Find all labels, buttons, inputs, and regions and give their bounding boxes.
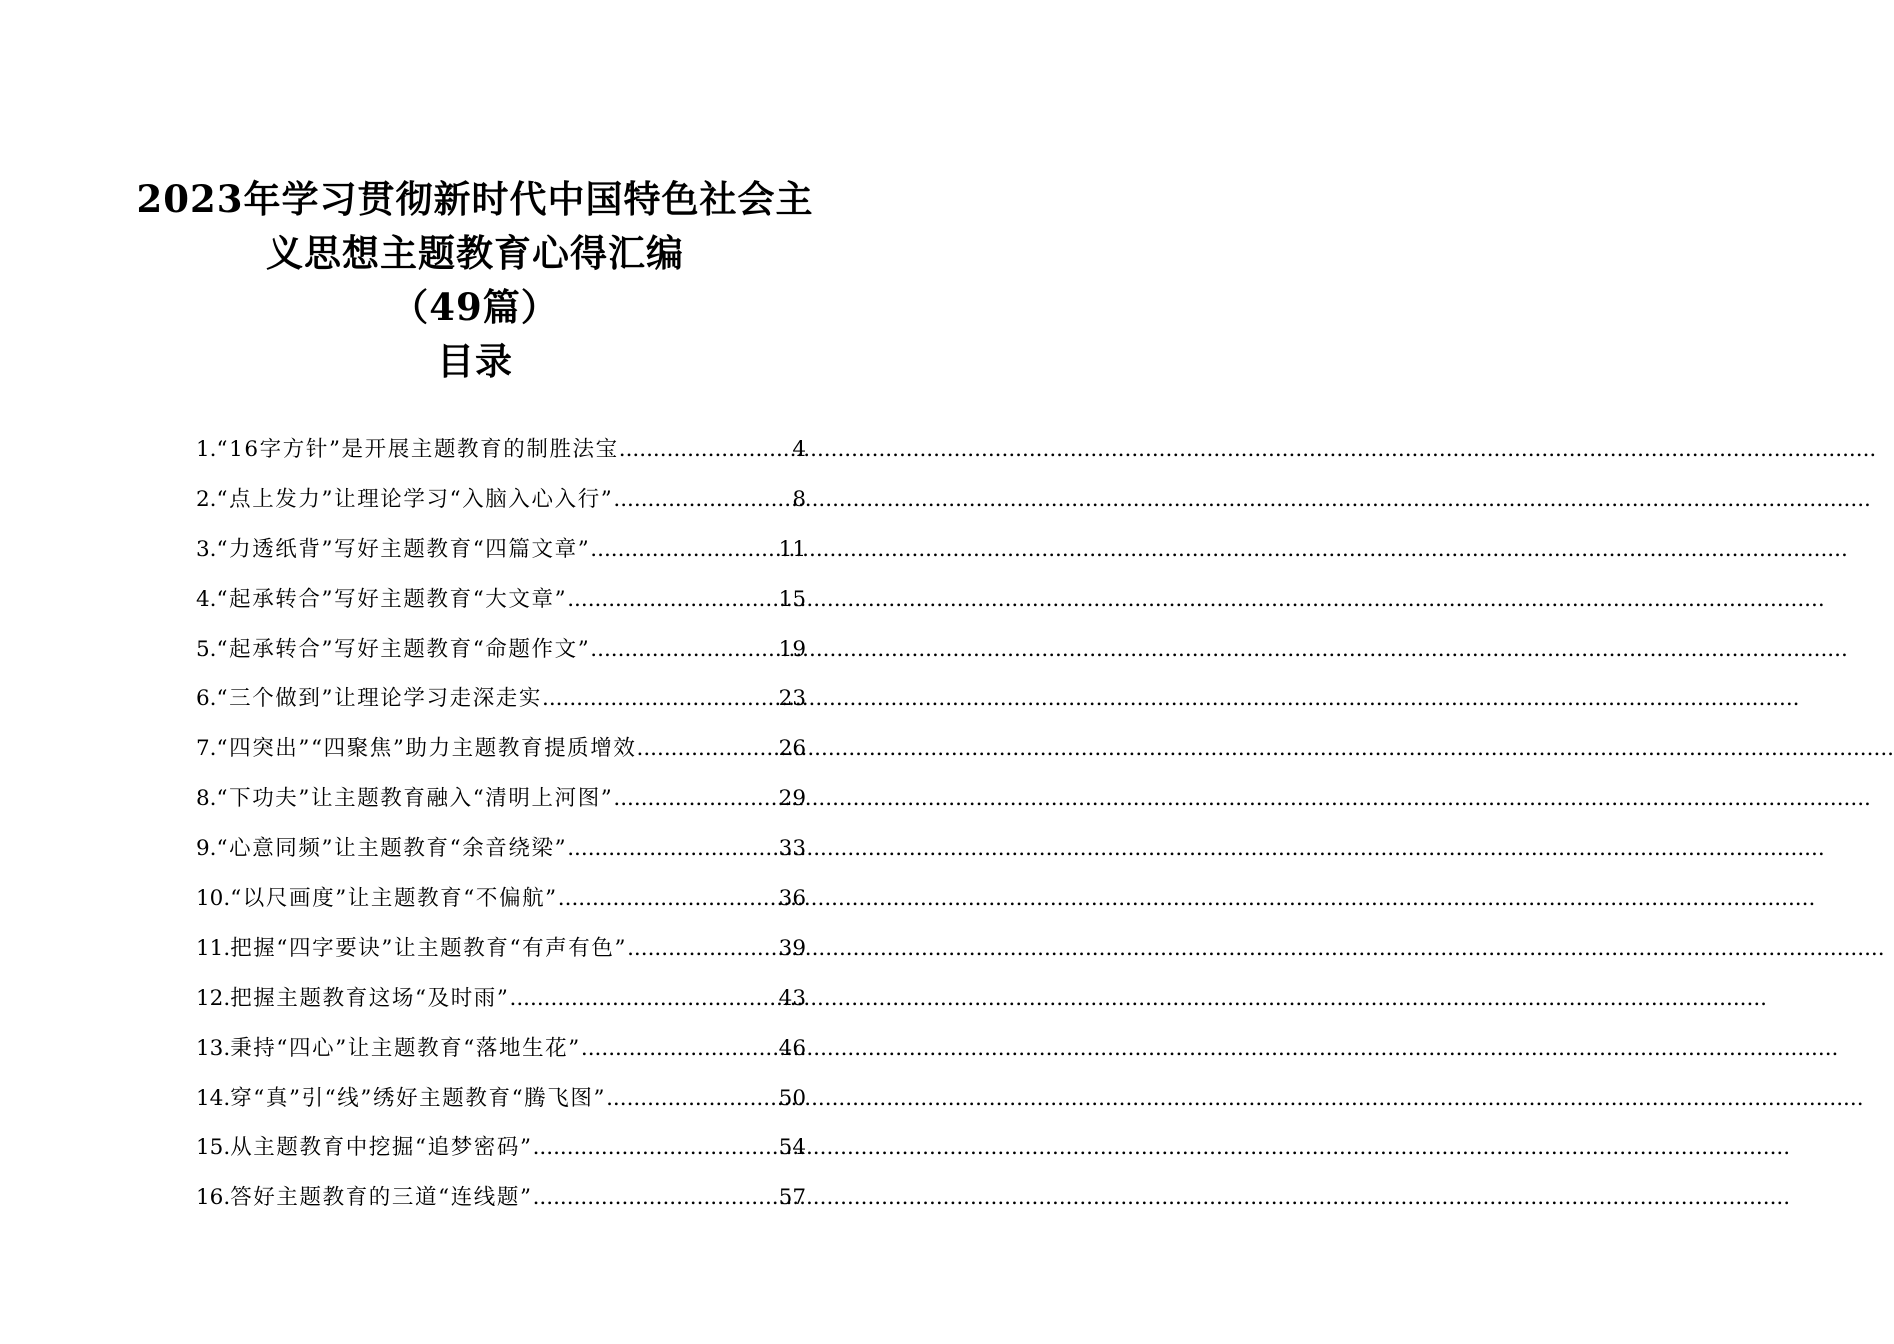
toc-entry-page-number: 23 bbox=[778, 686, 806, 712]
toc-entry[interactable] bbox=[196, 827, 806, 877]
toc-entry[interactable] bbox=[196, 677, 806, 727]
toc-entry[interactable] bbox=[196, 528, 806, 578]
toc-entry-number: 9. bbox=[196, 836, 217, 862]
toc-entry-page-number: 26 bbox=[778, 736, 806, 762]
toc-entry-number: 10. bbox=[196, 886, 231, 912]
toc-entry[interactable] bbox=[196, 578, 806, 628]
toc-entry-number: 1. bbox=[196, 437, 217, 462]
toc-entry-number: 12. bbox=[196, 985, 231, 1011]
toc-entry-title: 把握主题教育这场“及时雨” bbox=[230, 985, 510, 1011]
table-of-contents bbox=[196, 428, 806, 1226]
toc-dot-leader bbox=[542, 677, 779, 721]
toc-entry-number: 6. bbox=[196, 686, 217, 712]
toc-entry-number: 16. bbox=[196, 1185, 231, 1211]
toc-entry-page-number: 29 bbox=[778, 786, 806, 812]
toc-entry-title: 把握“四字要诀”让主题教育“有声有色” bbox=[230, 935, 628, 961]
toc-dot-leader bbox=[510, 977, 779, 1021]
toc-entry-title: “起承转合”写好主题教育“大文章” bbox=[216, 586, 568, 612]
toc-entry-number: 15. bbox=[196, 1135, 231, 1161]
toc-entry-number: 4. bbox=[196, 586, 217, 612]
toc-entry-title: 从主题教育中挖掘“追梦密码” bbox=[230, 1135, 533, 1161]
toc-entry-title: “四突出”“四聚焦”助力主题教育提质增效 bbox=[216, 736, 637, 762]
title-line-1: 2023年学习贯彻新时代中国特色社会主 bbox=[136, 177, 814, 221]
toc-entry[interactable] bbox=[196, 1027, 806, 1077]
toc-entry-number: 11. bbox=[196, 935, 231, 961]
toc-entry-title: “三个做到”让理论学习走深走实 bbox=[216, 686, 542, 712]
toc-entry[interactable] bbox=[196, 478, 806, 528]
toc-entry-title: “以尺画度”让主题教育“不偏航” bbox=[230, 886, 558, 912]
toc-entry[interactable] bbox=[196, 1077, 806, 1127]
toc-entry[interactable] bbox=[196, 628, 806, 678]
toc-dot-leader bbox=[627, 927, 779, 971]
toc-dot-leader bbox=[606, 1077, 779, 1121]
toc-entry[interactable] bbox=[196, 977, 806, 1027]
document-title bbox=[0, 172, 950, 388]
toc-entry-title: “力透纸背”写好主题教育“四篇文章” bbox=[216, 536, 591, 562]
title-line-count: （49篇） bbox=[391, 285, 559, 329]
toc-dot-leader bbox=[636, 727, 778, 771]
toc-entry[interactable] bbox=[196, 1176, 806, 1226]
toc-entry-page-number: 15 bbox=[778, 586, 806, 612]
toc-dot-leader bbox=[590, 628, 778, 672]
toc-dot-leader bbox=[613, 777, 778, 821]
toc-entry-title: “心意同频”让主题教育“余音绕梁” bbox=[216, 836, 568, 862]
toc-entry-page-number: 57 bbox=[778, 1185, 806, 1211]
toc-entry[interactable] bbox=[196, 777, 806, 827]
toc-heading: 目录 bbox=[437, 339, 513, 383]
toc-entry-number: 14. bbox=[196, 1085, 231, 1111]
toc-entry-number: 5. bbox=[196, 636, 217, 662]
toc-dot-leader bbox=[533, 1126, 779, 1170]
toc-entry-title: “起承转合”写好主题教育“命题作文” bbox=[216, 636, 591, 662]
toc-dot-leader bbox=[613, 478, 792, 522]
toc-entry-page-number: 4 bbox=[792, 437, 806, 462]
toc-entry-page-number: 39 bbox=[778, 935, 806, 961]
toc-dot-leader bbox=[533, 1176, 779, 1220]
toc-entry-title: “点上发力”让理论学习“入脑入心入行” bbox=[216, 486, 614, 512]
toc-entry-number: 7. bbox=[196, 736, 217, 762]
toc-entry-title: “16字方针”是开展主题教育的制胜法宝 bbox=[216, 437, 619, 462]
toc-entry-number: 8. bbox=[196, 786, 217, 812]
toc-entry-page-number: 50 bbox=[778, 1085, 806, 1111]
toc-entry-title: 秉持“四心”让主题教育“落地生花” bbox=[230, 1035, 581, 1061]
toc-entry-page-number: 8 bbox=[792, 486, 806, 512]
toc-dot-leader bbox=[558, 877, 779, 921]
toc-dot-leader bbox=[567, 578, 778, 622]
toc-dot-leader bbox=[590, 528, 778, 572]
toc-entry-page-number: 54 bbox=[778, 1135, 806, 1161]
toc-entry[interactable] bbox=[196, 428, 806, 478]
toc-dot-leader bbox=[619, 428, 793, 472]
toc-entry[interactable] bbox=[196, 877, 806, 927]
toc-entry-page-number: 33 bbox=[778, 836, 806, 862]
toc-entry-page-number: 19 bbox=[778, 636, 806, 662]
title-line-2: 义思想主题教育心得汇编 bbox=[266, 231, 684, 275]
toc-entry-number: 3. bbox=[196, 536, 217, 562]
toc-entry-number: 2. bbox=[196, 486, 217, 512]
toc-entry[interactable] bbox=[196, 1126, 806, 1176]
toc-entry-number: 13. bbox=[196, 1035, 231, 1061]
toc-entry-page-number: 36 bbox=[778, 886, 806, 912]
toc-entry-page-number: 43 bbox=[778, 985, 806, 1011]
toc-entry-page-number: 46 bbox=[778, 1035, 806, 1061]
toc-entry-page-number: 11 bbox=[778, 536, 806, 562]
toc-entry-title: 答好主题教育的三道“连线题” bbox=[230, 1185, 533, 1211]
toc-dot-leader bbox=[567, 827, 778, 871]
toc-entry-title: 穿“真”引“线”绣好主题教育“腾飞图” bbox=[230, 1085, 607, 1111]
toc-entry[interactable] bbox=[196, 727, 806, 777]
toc-dot-leader bbox=[581, 1027, 779, 1071]
toc-entry-title: “下功夫”让主题教育融入“清明上河图” bbox=[216, 786, 614, 812]
toc-entry[interactable] bbox=[196, 927, 806, 977]
